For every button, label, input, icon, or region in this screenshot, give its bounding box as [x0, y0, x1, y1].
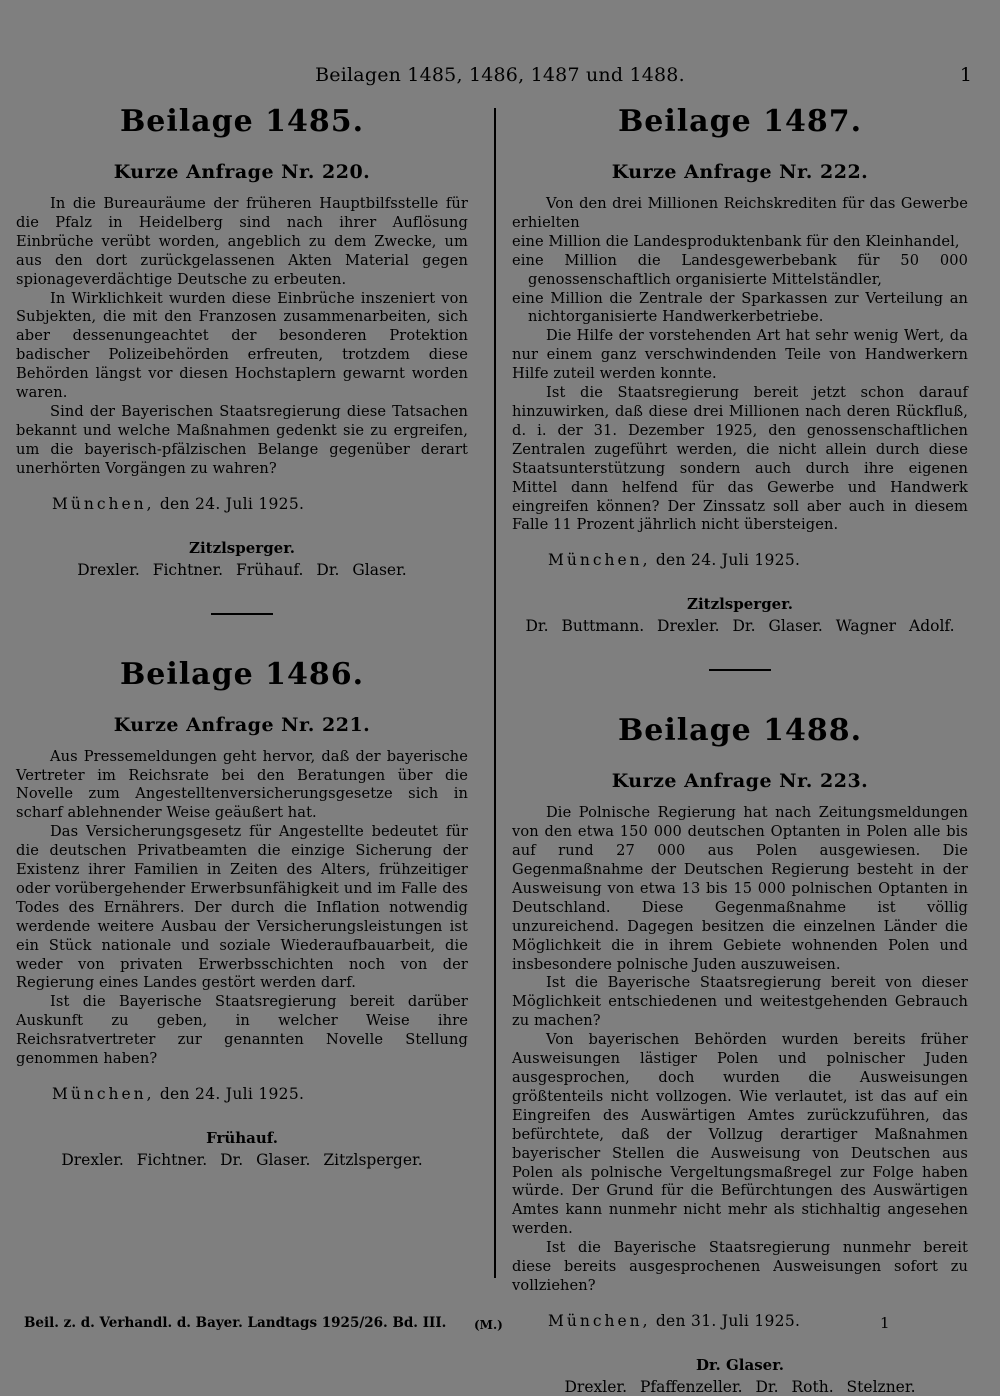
date-place: München,	[548, 551, 651, 570]
signer: Dr. Glaser.	[696, 1355, 784, 1374]
date-line	[16, 1085, 468, 1103]
date-line	[512, 551, 968, 569]
anfrage-title: Kurze Anfrage Nr. 222.	[611, 161, 869, 183]
paragraph: Von bayerischen Behörden wurden bereits früher Ausweisungen lästiger Polen und polnischer Juden ausgesprochen, doch wurden die Ausweisungen größtenteils nicht vollzogen. Wie verlautet, ist das auf ein Eingreifen des Auswärtigen Amtes zurückzuführen, das befürchtete, daß der Vollzug derartiger Maßnahmen bayerischer Stellen die Ausweisung von Deutschen aus Polen als polnische Vergeltungsmaßregel zur Folge haben würde. Der Grund für die Befürchtungen des Auswärtigen Amtes kann nunmehr nicht mehr als stichhaltig angesehen werden.	[512, 1031, 968, 1238]
date-text: den 24. Juli 1925.	[159, 1085, 305, 1103]
anfrage-title: Kurze Anfrage Nr. 220.	[113, 161, 371, 183]
beilage-title: Beilage 1487.	[617, 104, 863, 139]
signer: Zitzlsperger.	[189, 538, 295, 557]
beilage-1488	[512, 713, 968, 1396]
anfrage-title: Kurze Anfrage Nr. 221.	[113, 713, 371, 736]
date-text: den 31. Juli 1925.	[655, 1311, 801, 1330]
beilage-1486	[16, 657, 468, 1169]
paragraph: Ist die Bayerische Staatsregierung bereit darüber Auskunft zu geben, in welcher Weise ihre Reichsratvertreter zur genannten Novelle Stellung genommen haben?	[16, 993, 468, 1068]
cosigners: Drexler. Fichtner. Frühauf. Dr. Glaser.	[77, 560, 407, 579]
beilage-title: Beilage 1486.	[119, 656, 365, 692]
footer-citation: Beil. z. d. Verhandl. d. Bayer. Landtags 1925/26. Bd. III.	[24, 1315, 447, 1331]
signer: Zitzlsperger.	[687, 595, 793, 614]
beilage-1485	[16, 104, 468, 579]
page-number: 1	[959, 64, 972, 86]
paragraph: Das Versicherungsgesetz für Angestellte bedeutet für die deutschen Privatbeamten die einzige Sicherung der Existenz ihrer Familien in Zeiten des Alters, frühzeitiger oder vorübergehender Erwerbsunfähigkeit und im Falle des Todes des Ernährers. Der durch die Inflation notwendig werdende weitere Ausbau der Versicherungsleistungen ist ein Stück nationale und soziale Wiederaufbauarbeit, die weder von privaten Erwerbsschichten noch von der Regierung eines Landes gestört werden darf.	[16, 823, 468, 992]
paragraph: Sind der Bayerischen Staatsregierung diese Tatsachen bekannt und welche Maßnahmen gedenkt sie zu ergreifen, um die bayerisch-pfälzischen Belange gegenüber derart unerhörten Vorgängen zu wahren?	[16, 402, 468, 477]
paragraph: Ist die Bayerische Staatsregierung bereit von dieser Möglichkeit entschiedenen und weitestgehenden Gebrauch zu machen?	[512, 974, 968, 1030]
signer: Frühauf.	[206, 1129, 278, 1147]
beilage-1487	[512, 104, 968, 635]
column-divider	[494, 108, 496, 1278]
paragraph: Ist die Staatsregierung bereit jetzt schon darauf hinzuwirken, daß diese drei Millionen nach deren Rückfluß, d. i. der 31. Dezember 1925, den genossenschaftlichen Zentralen zugeführt werden, die nicht allein durch diese Staatsunterstützung sondern auch durch ihre eigenen Mittel dann helfend für das Gewerbe und Handwerk eingreifen können? Der Zinssatz soll aber auch in diesem Falle 11 Prozent jährlich nicht übersteigen.	[512, 384, 968, 534]
left-column	[16, 104, 468, 1169]
right-column	[512, 104, 968, 1396]
list-item: eine Million die Landesgewerbebank für 50 000 genossenschaftlich organisierte Mittelständler,	[512, 251, 968, 288]
paragraph: In die Bureauräume der früheren Hauptbilfsstelle für die Pfalz in Heidelberg sind nach ihrer Auflösung Einbrüche verübt worden, angeblich zu dem Zwecke, um aus den dort zurückgelassenen Akten Material gegen spionageverdächtige Deutsche zu erbeuten.	[16, 195, 468, 288]
section-separator	[709, 669, 771, 671]
paragraph: Aus Pressemeldungen geht hervor, daß der bayerische Vertreter im Reichsrate bei den Beratungen über die Novelle zum Angestelltenversicherungsgesetze sich in scharf ablehnender Weise geäußert hat.	[16, 747, 468, 822]
cosigners: Drexler. Pfaffenzeller. Dr. Roth. Stelzner.	[564, 1377, 916, 1396]
list-item: eine Million die Landesproduktenbank für den Kleinhandel,	[512, 232, 960, 250]
list-item: eine Million die Zentrale der Sparkassen zur Verteilung an nichtorganisierte Handwerkerbetriebe.	[512, 289, 968, 326]
date-text: den 24. Juli 1925.	[655, 551, 801, 570]
footer-sheet-number: 1	[880, 1314, 890, 1332]
paragraph: Die Polnische Regierung hat nach Zeitungsmeldungen von den etwa 150 000 deutschen Optanten in Polen alle bis auf rund 27 000 aus Polen ausgewiesen. Die Gegenmaßnahme der Deutschen Regierung besteht in der Ausweisung von etwa 13 bis 15 000 polnischen Optanten in Deutschland. Diese Gegenmaßnahme ist völlig unzureichend. Dagegen besitzen die einzelnen Länder die Möglichkeit die in ihrem Gebiete wohnenden Polen und insbesondere polnische Juden auszuweisen.	[512, 804, 968, 973]
section-separator	[211, 613, 273, 615]
date-place: München,	[52, 494, 155, 513]
paragraph: Die Hilfe der vorstehenden Art hat sehr wenig Wert, da nur einem ganz verschwindenden Teile von Handwerkern Hilfe zuteil werden konnte.	[512, 327, 968, 383]
anfrage-title: Kurze Anfrage Nr. 223.	[611, 770, 869, 793]
beilage-title: Beilage 1485.	[119, 104, 365, 139]
paragraph: Ist die Bayerische Staatsregierung nunmehr bereit diese bereits ausgesprochenen Ausweisungen sofort zu vollziehen?	[512, 1239, 968, 1294]
cosigners: Drexler. Fichtner. Dr. Glaser. Zitzlsperger.	[61, 1151, 423, 1169]
date-place: München,	[52, 1085, 155, 1103]
cosigners: Dr. Buttmann. Drexler. Dr. Glaser. Wagner Adolf.	[525, 617, 955, 636]
paragraph-intro: Von den drei Millionen Reichskrediten für das Gewerbe erhielten	[512, 195, 968, 231]
running-head: Beilagen 1485, 1486, 1487 und 1488.	[315, 64, 685, 86]
date-line	[512, 1312, 968, 1330]
beilage-title: Beilage 1488.	[617, 713, 863, 749]
date-place: München,	[548, 1311, 651, 1330]
paragraph: In Wirklichkeit wurden diese Einbrüche inszeniert von Subjekten, die mit den Franzosen zusammenarbeiten, sich aber dessenungeachtet der besonderen Protektion badischer Polizeibehörden erfreuten, trotzdem diese Behörden längst vor diesen Hochstaplern gewarnt worden waren.	[16, 289, 468, 402]
date-text: den 24. Juli 1925.	[159, 494, 305, 513]
date-line	[16, 495, 468, 513]
footer-printer-mark: (M.)	[474, 1318, 503, 1332]
